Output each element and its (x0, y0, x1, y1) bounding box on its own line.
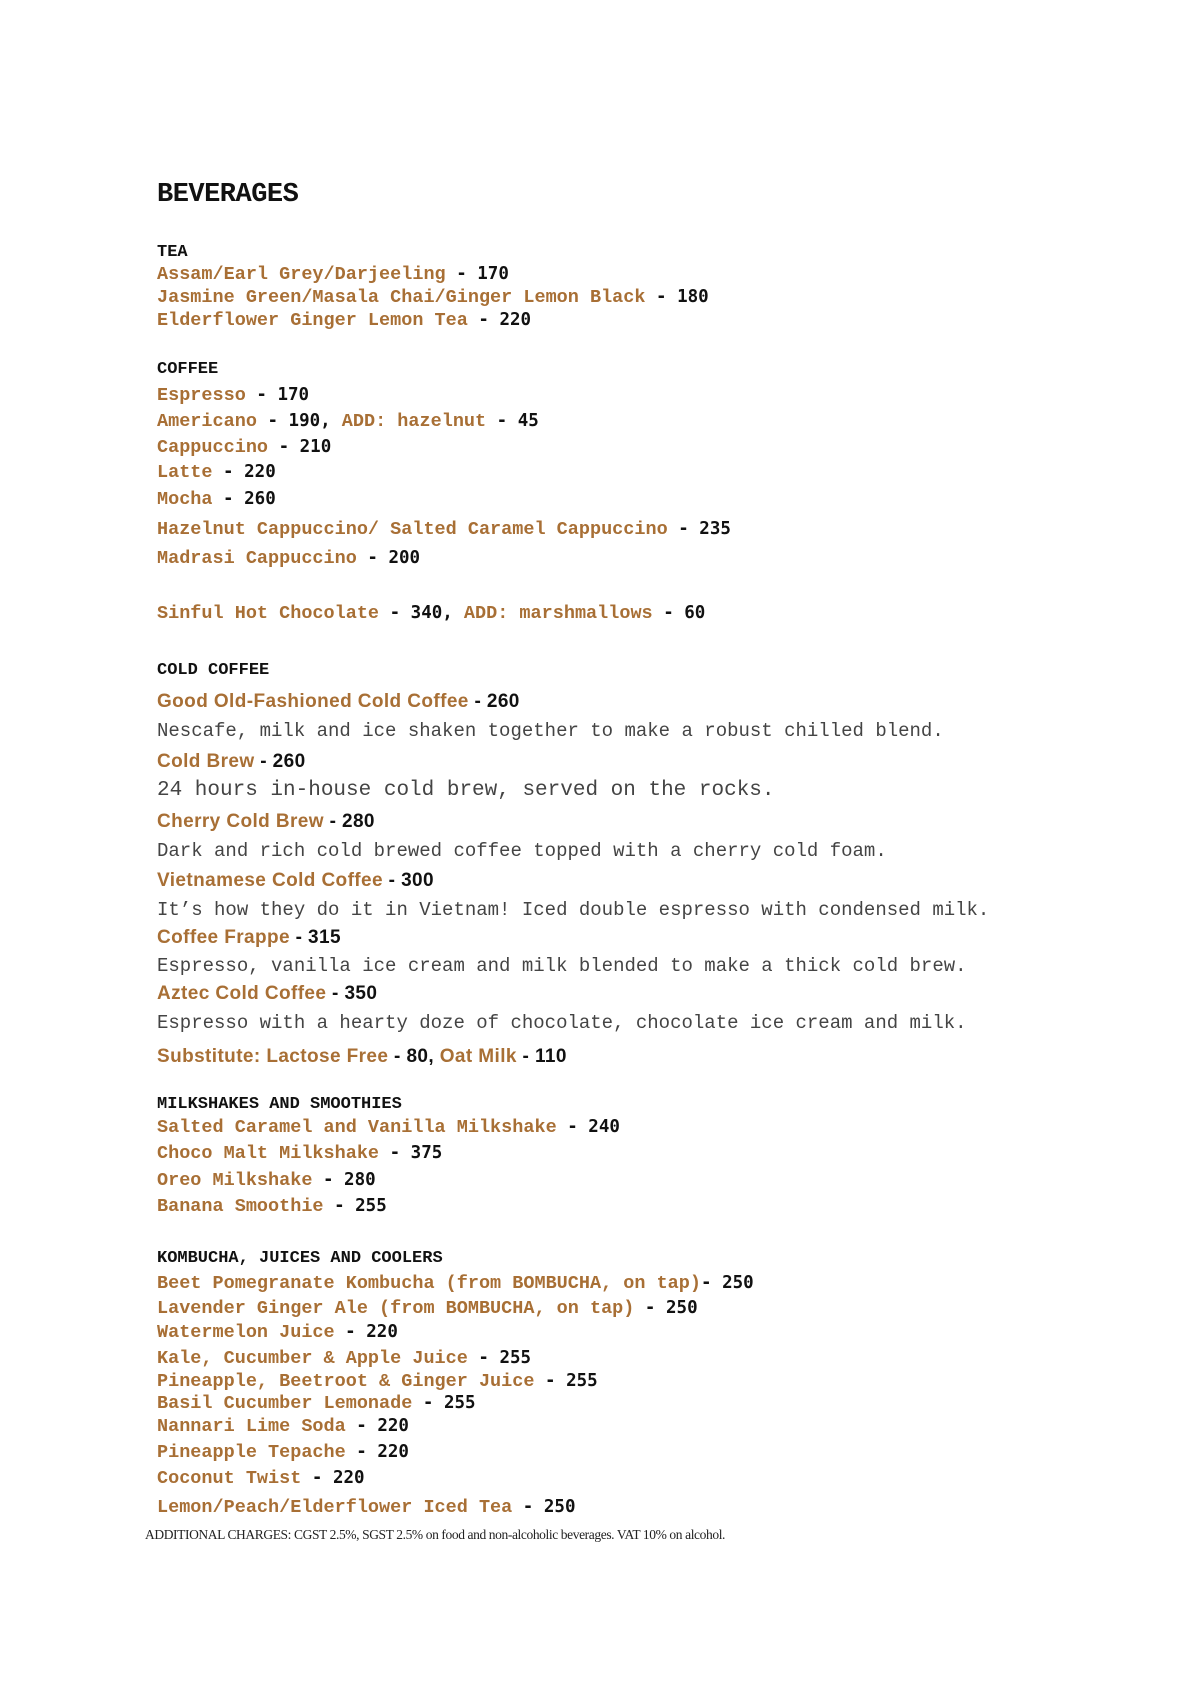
section-heading-coffee: COFFEE (157, 360, 219, 379)
menu-item: Nannari Lime Soda - 220 (157, 1416, 409, 1437)
menu-item: Coconut Twist - 220 (157, 1468, 365, 1489)
menu-item: Salted Caramel and Vanilla Milkshake - 240 (157, 1117, 620, 1138)
menu-item: Choco Malt Milkshake - 375 (157, 1143, 443, 1164)
additional-charges-note: ADDITIONAL CHARGES: CGST 2.5%, SGST 2.5% on food and non-alcoholic beverages. VAT 10% on alcohol. (145, 1527, 726, 1542)
menu-item: Espresso - 170 (157, 385, 310, 406)
menu-item: Basil Cucumber Lemonade - 255 (157, 1393, 476, 1414)
menu-item: Beet Pomegranate Kombucha (from BOMBUCHA, on tap)- 250 (157, 1273, 754, 1294)
item-description: Nescafe, milk and ice shaken together to make a robust chilled blend. (157, 720, 944, 742)
item-description: Espresso, vanilla ice cream and milk blended to make a thick cold brew. (157, 955, 967, 977)
menu-item: Oreo Milkshake - 280 (157, 1170, 376, 1191)
substitute-line: Substitute: Lactose Free - 80, Oat Milk - 110 (157, 1046, 567, 1067)
menu-item: Watermelon Juice - 220 (157, 1322, 398, 1343)
item-description: Dark and rich cold brewed coffee topped with a cherry cold foam. (157, 840, 887, 862)
section-heading-kombucha: KOMBUCHA, JUICES AND COOLERS (157, 1249, 443, 1268)
section-heading-tea: TEA (157, 243, 188, 262)
menu-item: Aztec Cold Coffee - 350 (157, 983, 378, 1004)
menu-item: Mocha - 260 (157, 489, 276, 510)
item-description: 24 hours in-house cold brew, served on the rocks. (157, 779, 775, 802)
menu-item: Latte - 220 (157, 462, 276, 483)
menu-item: Assam/Earl Grey/Darjeeling - 170 (157, 264, 509, 285)
menu-item: Pineapple, Beetroot & Ginger Juice - 255 (157, 1371, 598, 1392)
section-heading-milkshakes: MILKSHAKES AND SMOOTHIES (157, 1095, 402, 1114)
menu-item: Lemon/Peach/Elderflower Iced Tea - 250 (157, 1497, 576, 1518)
menu-item: Vietnamese Cold Coffee - 300 (157, 870, 434, 891)
menu-item: Elderflower Ginger Lemon Tea - 220 (157, 310, 532, 331)
menu-item: Jasmine Green/Masala Chai/Ginger Lemon Black - 180 (157, 287, 709, 308)
menu-item: Sinful Hot Chocolate - 340, ADD: marshmallows - 60 (157, 603, 706, 624)
menu-item: Madrasi Cappuccino - 200 (157, 548, 421, 569)
menu-item: Hazelnut Cappuccino/ Salted Caramel Cappuccino - 235 (157, 519, 731, 540)
menu-item: Good Old-Fashioned Cold Coffee - 260 (157, 691, 520, 712)
menu-item: Cold Brew - 260 (157, 751, 306, 772)
menu-item: Cherry Cold Brew - 280 (157, 811, 375, 832)
menu-item: Coffee Frappe - 315 (157, 927, 341, 948)
menu-item: Kale, Cucumber & Apple Juice - 255 (157, 1348, 532, 1369)
menu-item: Banana Smoothie - 255 (157, 1196, 387, 1217)
item-description: It’s how they do it in Vietnam! Iced double espresso with condensed milk. (157, 899, 990, 921)
menu-item: Lavender Ginger Ale (from BOMBUCHA, on tap) - 250 (157, 1298, 698, 1319)
item-description: Espresso with a hearty doze of chocolate, chocolate ice cream and milk. (157, 1012, 967, 1034)
section-heading-cold-coffee: COLD COFFEE (157, 661, 270, 680)
menu-item: Americano - 190, ADD: hazelnut - 45 (157, 411, 539, 432)
menu-item: Cappuccino - 210 (157, 437, 332, 458)
page-title: BEVERAGES (157, 180, 299, 210)
menu-item: Pineapple Tepache - 220 (157, 1442, 409, 1463)
